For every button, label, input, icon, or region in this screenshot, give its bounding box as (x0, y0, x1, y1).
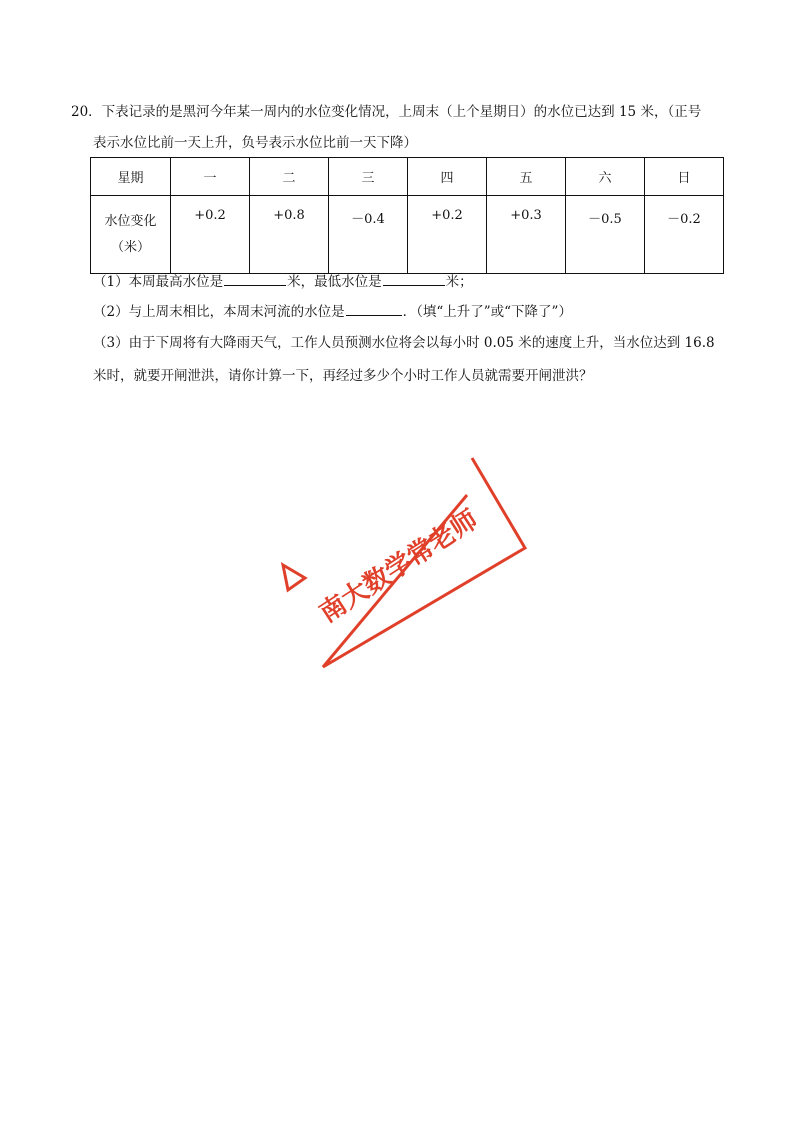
water-level-table (90, 157, 724, 274)
day-cell: 六 (566, 158, 645, 196)
row-label-cell (91, 196, 171, 274)
day-cell: 二 (250, 158, 329, 196)
watermark-small-triangle (283, 565, 305, 590)
q2-text-a: （2）与上周末相比，本周末河流的水位是 (93, 304, 345, 320)
q1-blank-highest[interactable] (224, 273, 286, 286)
row-label-line-1: 水位变化 (104, 213, 157, 229)
value-cell: +0.8 (250, 196, 329, 274)
q1-text-b: 米，最低水位是 (287, 274, 382, 290)
problem-intro-line-2: 表示水位比前一天上升，负号表示水位比前一天下降） (93, 135, 417, 151)
value-cell: －0.5 (566, 196, 645, 274)
value-cell: －0.4 (329, 196, 408, 274)
problem-intro-line-1: 20．下表记录的是黑河今年某一周内的水位变化情况，上周末（上个星期日）的水位已达到 15 米，（正号 (71, 104, 702, 120)
day-cell: 一 (171, 158, 250, 196)
table-value-row (91, 196, 724, 274)
q1-text-a: （1）本周最高水位是 (93, 274, 224, 290)
q1-text-c: 米； (445, 274, 473, 290)
q2-text-b: ．（填“上升了”或“下降了”） (402, 304, 572, 320)
watermark-text: 南大数学常老师 (314, 504, 484, 629)
day-cell: 三 (329, 158, 408, 196)
day-cell: 四 (408, 158, 487, 196)
day-cell: 五 (487, 158, 566, 196)
day-cell: 日 (645, 158, 724, 196)
value-cell: +0.2 (408, 196, 487, 274)
q1-blank-lowest[interactable] (383, 273, 445, 286)
row-label-line-2: （米） (110, 239, 150, 255)
watermark-stamp (275, 455, 535, 675)
value-cell: +0.2 (171, 196, 250, 274)
question-2 (93, 300, 572, 320)
q2-blank[interactable] (346, 303, 402, 316)
value-cell: +0.3 (487, 196, 566, 274)
table-header-row (91, 158, 724, 196)
value-cell: －0.2 (645, 196, 724, 274)
question-3-line-1: （3）由于下周将有大降雨天气，工作人员预测水位将会以每小时 0.05 米的速度上升，当水位达到 16.8 (93, 335, 715, 351)
header-label-cell: 星期 (91, 158, 171, 196)
question-1 (93, 270, 473, 290)
question-3-line-2: 米时，就要开闸泄洪，请你计算一下，再经过多少个小时工作人员就需要开闸泄洪？ (93, 368, 593, 384)
